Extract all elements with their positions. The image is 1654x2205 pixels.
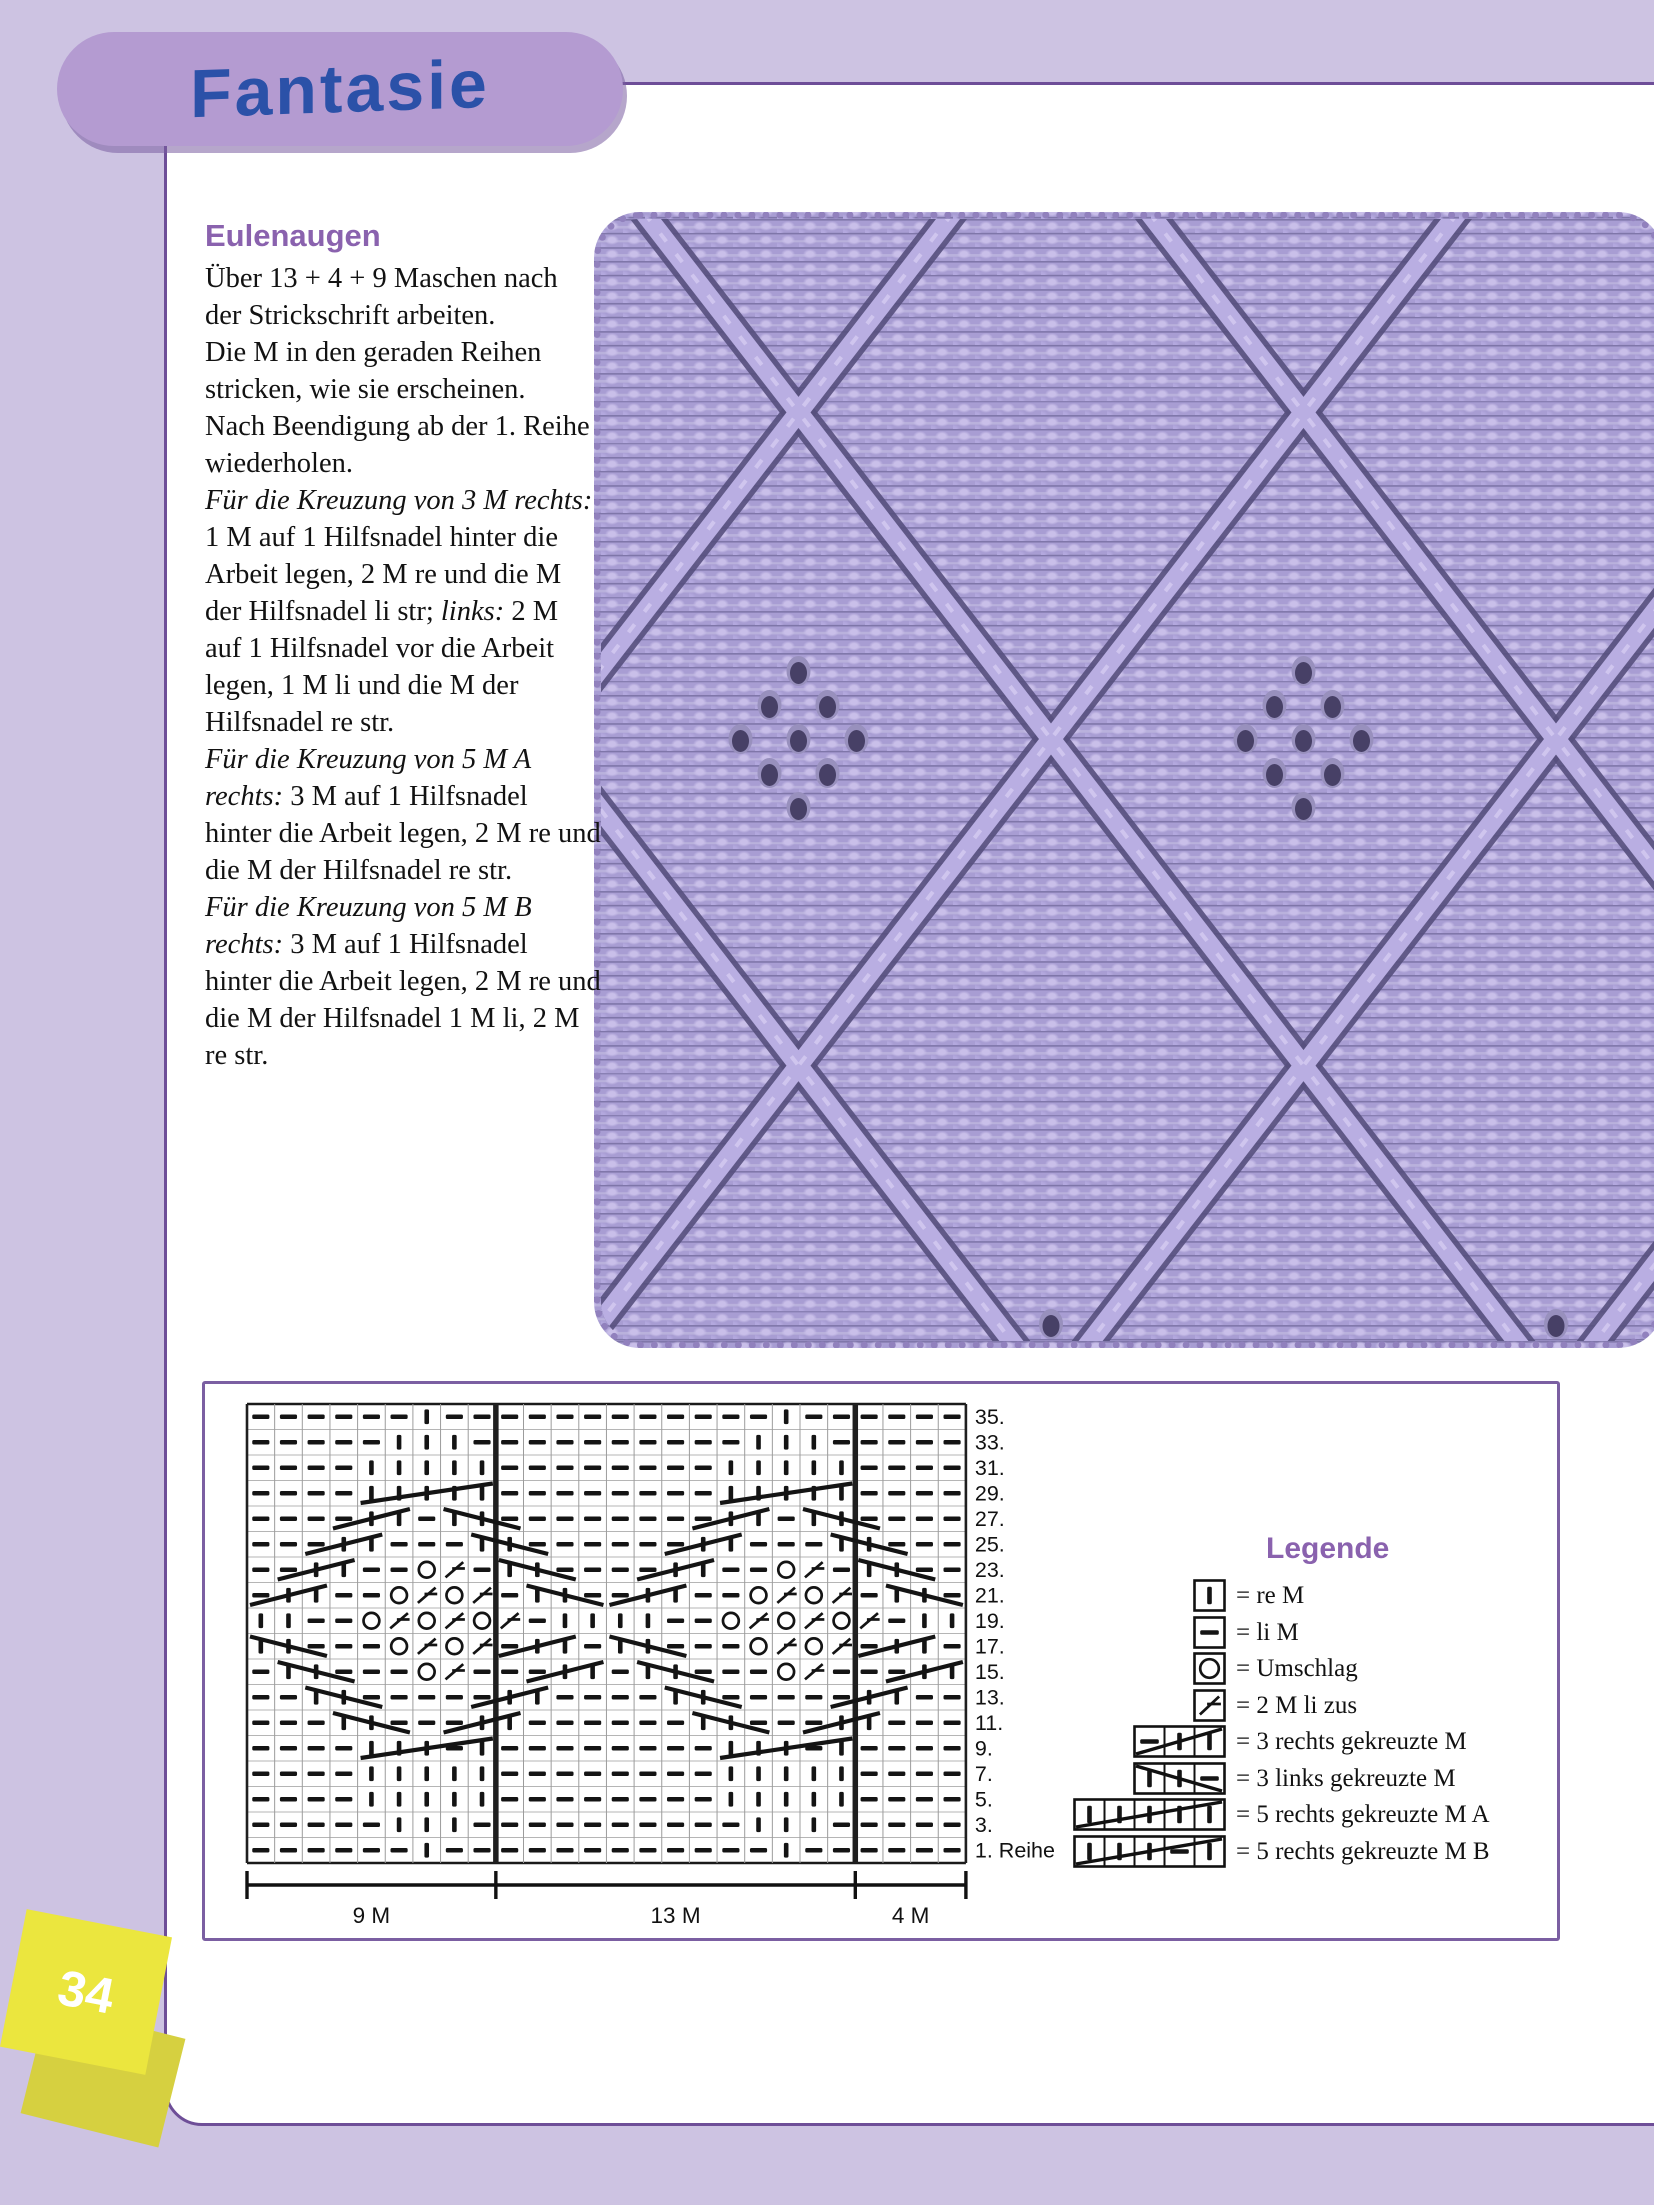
svg-text:1. Reihe: 1. Reihe	[974, 1838, 1055, 1863]
legend-item	[1061, 1797, 1551, 1834]
knit-swatch-photo	[594, 212, 1654, 1348]
svg-text:29.: 29.	[974, 1481, 1005, 1506]
svg-text:27.: 27.	[974, 1506, 1005, 1531]
pattern-heading: Eulenaugen	[205, 218, 381, 253]
article-paragraph: Für die Kreuzung von 3 M rechts: 1 M auf 1 Hilfsnadel hinter die Arbeit legen, 2 M re und die M der Hilfsnadel li str; links: 2 M auf 1 Hilfsnadel vor die Arbeit legen, 1 M li und die M der Hilfsnadel re str.	[205, 485, 593, 738]
legend-item	[1061, 1834, 1551, 1871]
legend-item	[1061, 1761, 1551, 1798]
svg-text:31.: 31.	[974, 1455, 1005, 1480]
legend-label: = 5 rechts gekreuzte M B	[1236, 1837, 1490, 1865]
legend-symbol-re	[1061, 1579, 1236, 1613]
legend-label: = Umschlag	[1236, 1655, 1358, 1683]
legend-item	[1061, 1578, 1551, 1615]
legend-symbol-c3r	[1061, 1725, 1236, 1759]
legend-label: = 3 rechts gekreuzte M	[1236, 1728, 1467, 1756]
svg-text:13.: 13.	[974, 1685, 1005, 1710]
pattern-instructions	[205, 260, 601, 1074]
article-paragraph: Die M in den geraden Reihen stricken, wie sie erscheinen.	[205, 337, 542, 405]
svg-text:35.: 35.	[974, 1404, 1005, 1429]
svg-text:3.: 3.	[974, 1812, 993, 1837]
chapter-title-badge	[57, 32, 623, 146]
page-number-note	[0, 1909, 172, 2075]
svg-text:9 M: 9 M	[352, 1903, 391, 1928]
legend-symbol-c5a	[1061, 1798, 1236, 1832]
legend-title: Legende	[1266, 1532, 1390, 1565]
legend-symbol-umschlag	[1061, 1652, 1236, 1686]
svg-text:4 M: 4 M	[891, 1903, 930, 1928]
chart-panel	[202, 1381, 1560, 1941]
legend-symbol-c3l	[1061, 1762, 1236, 1796]
svg-text:15.: 15.	[974, 1659, 1005, 1684]
svg-text:7.: 7.	[974, 1761, 993, 1786]
legend-label: = 5 rechts gekreuzte M A	[1236, 1801, 1490, 1829]
legend-symbol-c5b	[1061, 1835, 1236, 1869]
svg-text:5.: 5.	[974, 1787, 993, 1812]
svg-text:33.: 33.	[974, 1430, 1005, 1455]
svg-text:19.: 19.	[974, 1608, 1005, 1633]
legend-items	[1061, 1578, 1551, 1870]
svg-text:17.: 17.	[974, 1634, 1005, 1659]
legend-label: = 3 links gekreuzte M	[1236, 1764, 1456, 1792]
legend-label: = li M	[1236, 1618, 1299, 1646]
instructions-column	[205, 218, 601, 1074]
svg-text:9.: 9.	[974, 1736, 993, 1761]
legend-item	[1061, 1688, 1551, 1725]
chart-legend	[1061, 1532, 1551, 1870]
legend-symbol-zus	[1061, 1689, 1236, 1723]
knit-swatch-overlay	[601, 219, 1654, 1341]
article-paragraph: Für die Kreuzung von 5 M B rechts: 3 M auf 1 Hilfsnadel hinter die Arbeit legen, 2 M re und die M der Hilfsnadel 1 M li, 2 M re str.	[205, 892, 601, 1071]
svg-text:11.: 11.	[974, 1710, 1004, 1735]
legend-item	[1061, 1615, 1551, 1652]
legend-label: = re M	[1236, 1582, 1305, 1610]
svg-text:21.: 21.	[974, 1583, 1005, 1608]
legend-item	[1061, 1724, 1551, 1761]
article-paragraph: Für die Kreuzung von 5 M A rechts: 3 M auf 1 Hilfsnadel hinter die Arbeit legen, 2 M re und die M der Hilfsnadel re str.	[205, 744, 601, 886]
svg-text:23.: 23.	[974, 1557, 1005, 1582]
legend-symbol-li	[1061, 1616, 1236, 1650]
legend-item	[1061, 1651, 1551, 1688]
article-paragraph: Nach Beendigung ab der 1. Reihe wiederholen.	[205, 411, 590, 479]
svg-text:25.: 25.	[974, 1532, 1005, 1557]
page-number: 34	[53, 1959, 119, 2025]
chapter-title: Fantasie	[190, 45, 490, 133]
article-paragraph: Über 13 + 4 + 9 Maschen nach der Strickschrift arbeiten.	[205, 263, 558, 331]
svg-text:13 M: 13 M	[650, 1903, 701, 1928]
legend-label: = 2 M li zus	[1236, 1691, 1358, 1719]
